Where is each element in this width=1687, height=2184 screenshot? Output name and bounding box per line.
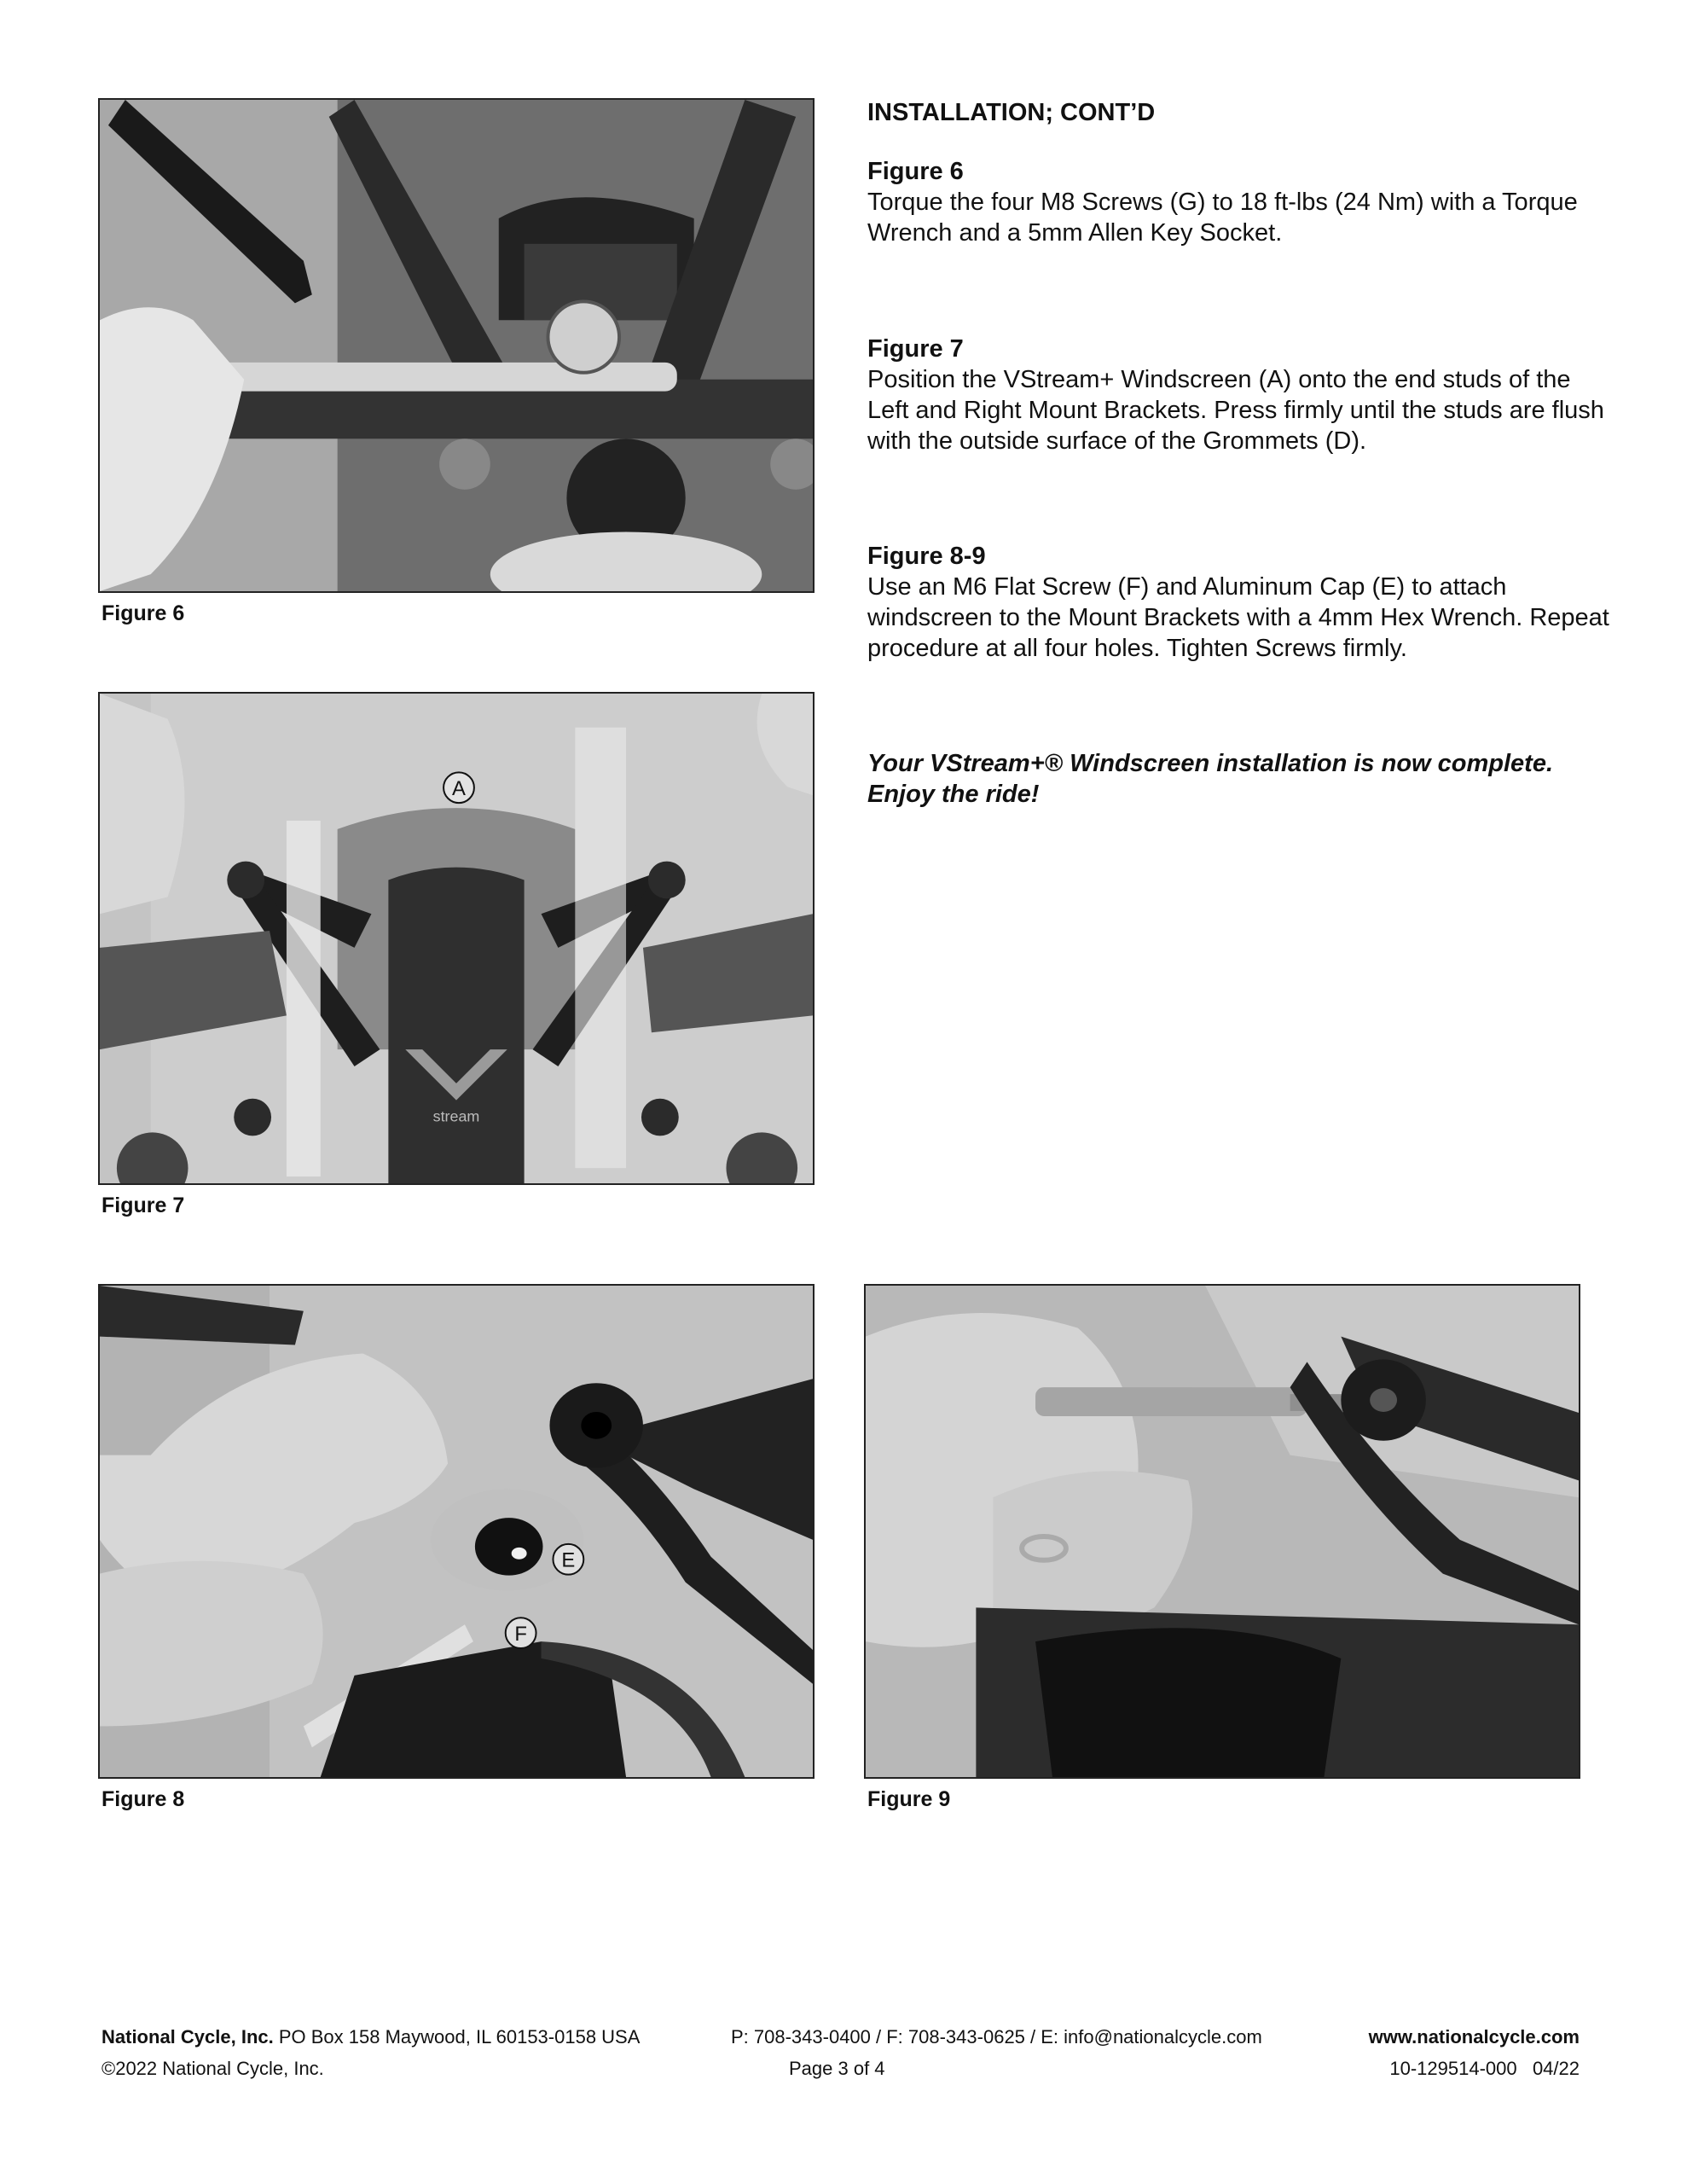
step-title: Figure 8-9 (867, 543, 986, 570)
step-title: Figure 6 (867, 158, 964, 185)
footer-address-text: PO Box 158 Maywood, IL 60153-0158 USA (273, 2026, 641, 2048)
step-text: Use an M6 Flat Screw (F) and Aluminum Cap (E) to attach windscreen to the Mount Brackets with a 4mm Hex Wrench. Repeat procedure at all four holes. Tighten Screws firmly. (867, 573, 1609, 662)
footer-contact: P: 708-343-0400 / F: 708-343-0625 / E: info@nationalcycle.com (731, 2026, 1262, 2048)
section-heading: INSTALLATION; CONT’D (867, 99, 1156, 126)
step-figure-7 (867, 334, 1618, 456)
footer-website-link[interactable]: www.nationalcycle.com (1368, 2026, 1580, 2048)
footer-address (101, 2026, 640, 2048)
instructions-column (867, 97, 1618, 128)
callout-f: F (514, 1623, 527, 1647)
step-title: Figure 7 (867, 335, 964, 363)
footer-doc-number: 10-129514-000 04/22 (1389, 2058, 1580, 2079)
closing-line-2: Enjoy the ride! (867, 781, 1040, 808)
step-text: Position the VStream+ Windscreen (A) onto the end studs of the Left and Right Mount Brackets. Press firmly until the studs are flush with the outside surface of the Grommets (D). (867, 366, 1604, 455)
figure-7-photo (98, 692, 815, 1185)
footer-website (1369, 2026, 1580, 2048)
figure-7-caption: Figure 7 (101, 1194, 185, 1217)
step-figure-8-9 (867, 541, 1618, 664)
footer-company: National Cycle, Inc. (101, 2026, 274, 2048)
closing-line-1: Your VStream+® Windscreen installation is now complete. (867, 750, 1554, 777)
footer-page-number: Page 3 of 4 (789, 2058, 885, 2079)
step-text: Torque the four M8 Screws (G) to 18 ft-lbs (24 Nm) with a Torque Wrench and a 5mm Allen Key Socket. (867, 189, 1578, 247)
figure-6-caption: Figure 6 (101, 601, 185, 625)
vstream-logo-text: stream (432, 1107, 480, 1125)
figure-9-photo (864, 1284, 1580, 1779)
step-figure-6 (867, 156, 1618, 248)
footer-copyright: ©2022 National Cycle, Inc. (101, 2058, 324, 2079)
callout-a: A (452, 777, 466, 801)
figure-8-caption: Figure 8 (101, 1787, 185, 1811)
figure-8-photo (98, 1284, 815, 1779)
figure-9-caption: Figure 9 (867, 1787, 951, 1811)
figure-6-photo (98, 98, 815, 593)
closing-message (867, 748, 1652, 810)
callout-e: E (561, 1548, 576, 1572)
